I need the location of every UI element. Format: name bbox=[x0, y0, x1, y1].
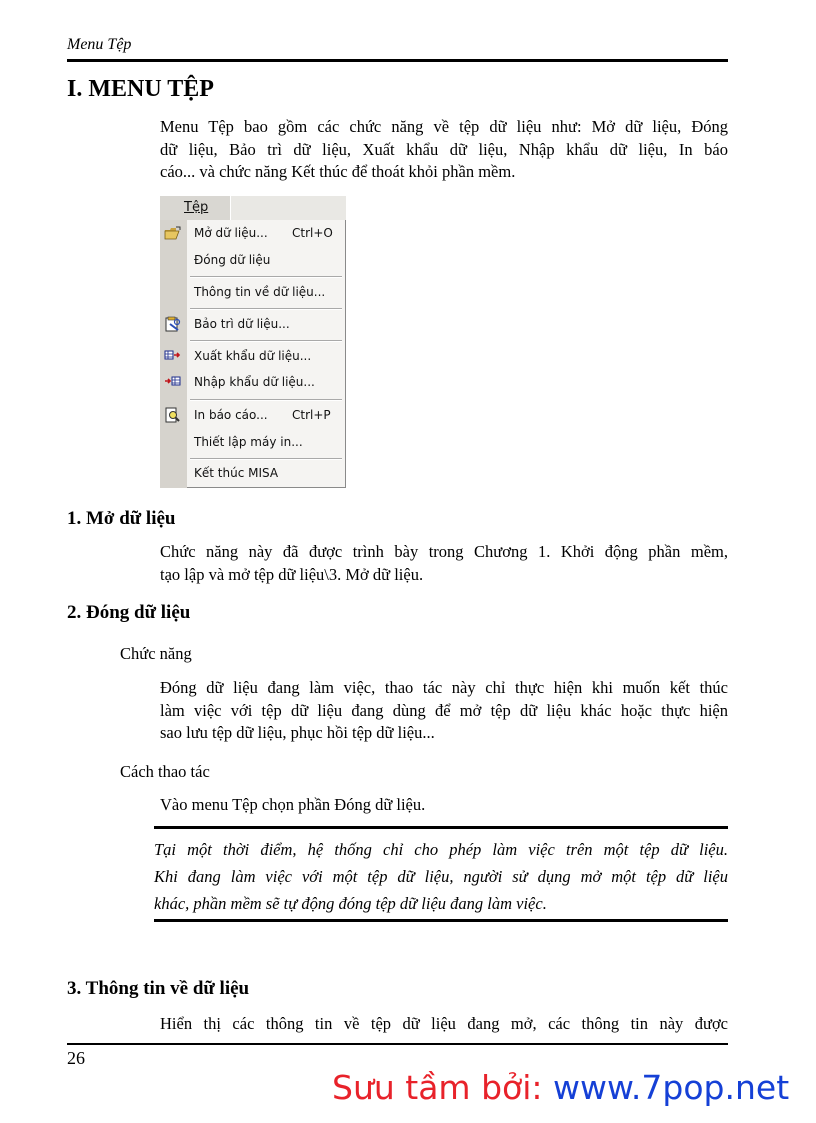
menu-item-maintain-data[interactable]: Bảo trì dữ liệu... bbox=[194, 317, 290, 331]
menu-item-printer-setup[interactable]: Thiết lập máy in... bbox=[194, 435, 303, 449]
menu-separator bbox=[190, 399, 342, 401]
menu-item-close-data[interactable]: Đóng dữ liệu bbox=[194, 253, 271, 267]
import-icon bbox=[164, 374, 182, 390]
menu-item-export-data[interactable]: Xuất khẩu dữ liệu... bbox=[194, 349, 312, 363]
note-top-rule bbox=[154, 826, 728, 829]
note-line: Tại một thời điểm, hệ thống chỉ cho phép làm việc trên một tệp dữ liệu. bbox=[154, 840, 728, 859]
open-data-paragraph bbox=[160, 541, 728, 586]
paragraph-line: làm việc với tệp dữ liệu đang dùng để mở tệp dữ liệu khác hoặc thực hiện bbox=[160, 700, 728, 720]
menu-separator bbox=[190, 340, 342, 342]
data-info-line: Hiển thị các thông tin về tệp dữ liệu đang mở, các thông tin này được bbox=[160, 1014, 728, 1033]
intro-paragraph bbox=[160, 116, 728, 184]
menu-separator bbox=[190, 308, 342, 310]
paragraph-line: Đóng dữ liệu đang làm việc, thao tác này chỉ thực hiện khi muốn kết thúc bbox=[160, 678, 728, 697]
note-bottom-rule bbox=[154, 919, 728, 922]
shortcut-open-data: Ctrl+O bbox=[292, 226, 333, 240]
footer-rule bbox=[67, 1043, 728, 1045]
menu-item-data-info[interactable]: Thông tin về dữ liệu... bbox=[194, 285, 326, 299]
intro-line: dữ liệu, Bảo trì dữ liệu, Xuất khẩu dữ liệu, Nhập khẩu dữ liệu, In báo bbox=[160, 139, 728, 159]
export-icon bbox=[164, 348, 182, 364]
note-line: khác, phần mềm sẽ tự động đóng tệp dữ liệu đang làm việc. bbox=[154, 894, 547, 913]
menu-item-exit-misa[interactable]: Kết thúc MISA bbox=[194, 466, 279, 480]
how-to-text: Vào menu Tệp chọn phần Đóng dữ liệu. bbox=[160, 795, 426, 814]
note-line: Khi đang làm việc với một tệp dữ liệu, người sử dụng mở một tệp dữ liệu bbox=[154, 867, 728, 886]
heading-open-data: 1. Mở dữ liệu bbox=[67, 508, 176, 529]
watermark-prefix: Sưu tầm bởi: bbox=[332, 1068, 553, 1107]
running-header: Menu Tệp bbox=[67, 36, 132, 53]
menu-tab-file[interactable] bbox=[160, 196, 231, 221]
menu-item-import-data[interactable]: Nhập khẩu dữ liệu... bbox=[194, 375, 315, 389]
maintenance-icon bbox=[164, 316, 182, 332]
paragraph-line: sao lưu tệp dữ liệu, phục hồi tệp dữ liệu... bbox=[160, 723, 435, 742]
header-rule bbox=[67, 59, 728, 62]
function-label: Chức năng bbox=[120, 644, 192, 663]
menu-separator bbox=[190, 276, 342, 278]
open-folder-icon bbox=[164, 225, 182, 241]
paragraph-line: tạo lập và mở tệp dữ liệu\3. Mở dữ liệu. bbox=[160, 564, 424, 584]
menu-item-open-data[interactable]: Mở dữ liệu... bbox=[194, 226, 268, 240]
heading-data-info: 3. Thông tin về dữ liệu bbox=[67, 978, 250, 999]
page-number: 26 bbox=[67, 1048, 85, 1068]
intro-line: Menu Tệp bao gồm các chức năng về tệp dữ liệu như: Mở dữ liệu, Đóng bbox=[160, 117, 728, 136]
menu-item-print-report[interactable]: In báo cáo... bbox=[194, 408, 268, 422]
shortcut-print-report: Ctrl+P bbox=[292, 408, 331, 422]
section-heading: I. MENU TỆP bbox=[67, 76, 214, 102]
watermark-site: www.7pop.net bbox=[552, 1068, 790, 1107]
heading-close-data: 2. Đóng dữ liệu bbox=[67, 602, 191, 623]
paragraph-line: Chức năng này đã được trình bày trong Chương 1. Khởi động phần mềm, bbox=[160, 542, 728, 561]
note-box bbox=[154, 836, 728, 917]
function-paragraph bbox=[160, 677, 728, 745]
menu-separator bbox=[190, 458, 342, 460]
how-to-label: Cách thao tác bbox=[120, 762, 210, 781]
file-menu-screenshot bbox=[160, 196, 346, 488]
print-preview-icon bbox=[164, 407, 182, 423]
menu-tab-label: Tệp bbox=[184, 200, 209, 215]
intro-line: cáo... và chức năng Kết thúc để thoát khỏi phần mềm. bbox=[160, 162, 516, 181]
watermark bbox=[332, 1068, 789, 1107]
